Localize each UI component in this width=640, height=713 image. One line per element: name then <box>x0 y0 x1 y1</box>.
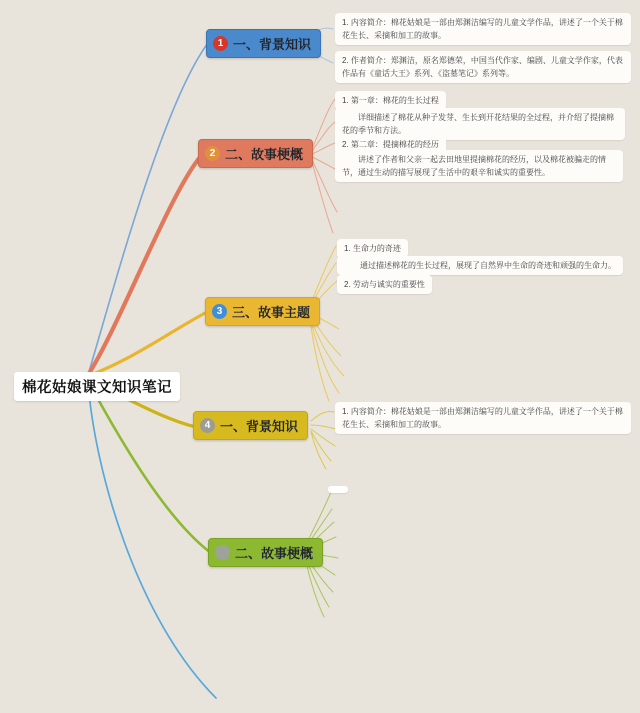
branch-5-line <box>88 381 211 553</box>
twig <box>311 411 334 421</box>
branch-1-label: 一、背景知识 <box>233 37 312 52</box>
branch-2-twigs <box>312 99 337 233</box>
branch-2-label: 二、故事梗概 <box>225 147 304 162</box>
branch-4-twigs <box>311 411 336 469</box>
branch-1-number-badge: 1 <box>213 36 228 51</box>
note-bubble[interactable]: 2. 第二章：提摘棉花的经历 <box>335 135 446 154</box>
branch-4-label: 一、背景知识 <box>220 419 299 434</box>
note-bubble[interactable]: 通过描述棉花的生长过程，展现了自然界中生命的奇迹和顽强的生命力。 <box>337 256 623 275</box>
branch-node-5-story-outline[interactable] <box>208 538 323 567</box>
twig <box>311 432 326 469</box>
twig <box>310 319 329 401</box>
twig <box>312 143 335 154</box>
note-bubble[interactable]: 1. 生命力的奇迹 <box>337 239 408 258</box>
branch-5-label: 二、故事梗概 <box>235 546 314 561</box>
root-node[interactable]: 棉花姑娘课文知识笔记 <box>14 372 180 401</box>
branch-node-3-story-theme[interactable] <box>205 297 320 326</box>
note-bubble[interactable]: 1. 内容简介：棉花姑娘是一部由郑渊洁编写的儿童文学作品，讲述了一个关于棉花生长、采摘和加工的故事。 <box>335 13 631 45</box>
note-bubble[interactable]: 1. 内容简介：棉花姑娘是一部由郑渊洁编写的儿童文学作品，讲述了一个关于棉花生长、采摘和加工的故事。 <box>335 402 631 434</box>
twig <box>312 122 335 151</box>
branch-node-1-background[interactable] <box>206 29 321 58</box>
twig <box>310 318 339 393</box>
branch-node-4-background[interactable] <box>193 411 308 440</box>
branch-3-label: 三、故事主题 <box>232 305 311 320</box>
note-bubble[interactable]: 2. 劳动与诚实的重要性 <box>337 275 432 294</box>
branch-1-line <box>88 43 208 375</box>
twig <box>311 425 336 429</box>
note-bubble[interactable]: 详细描述了棉花从种子发芽、生长到开花结果的全过程，并介绍了提摘棉花的季节和方法。 <box>335 108 625 140</box>
twig <box>312 99 335 149</box>
note-bubble[interactable]: 1. 第一章：棉花的生长过程 <box>335 91 446 110</box>
note-bubble[interactable]: 2. 作者简介：郑渊洁，原名郑德荣，中国当代作家、编剧、儿童文学作家，代表作品有《童话大王》系列、《盗墓笔记》系列等。 <box>335 51 631 83</box>
twig <box>311 431 331 461</box>
branch-3-number-badge: 3 <box>212 304 227 319</box>
note-bubble[interactable]: 讲述了作者和父亲一起去田地里提摘棉花的经历，以及棉花被骗走的情节，通过生动的描写展现了生活中的艰辛和诚实的重要性。 <box>335 150 623 182</box>
branch-2-number-badge: 2 <box>205 146 220 161</box>
empty-stub-node[interactable] <box>328 486 348 493</box>
branch-5-number-badge <box>215 545 230 560</box>
branch-4-number-badge: 4 <box>200 418 215 433</box>
branch-node-2-story-outline[interactable] <box>198 139 313 168</box>
